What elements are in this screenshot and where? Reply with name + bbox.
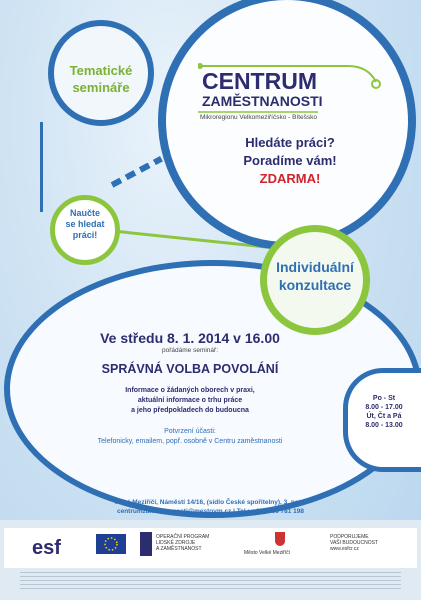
slogan-line1: Hledáte práci? <box>245 135 335 150</box>
event-date: Ve středu 8. 1. 2014 v 16.00 <box>100 330 280 346</box>
address-line1: Velké Meziříčí, Náměstí 14/16, (sídlo České spořitelny), 3. patro <box>113 499 308 506</box>
confirm-text: Telefonicky, emailem, popř. osobně v Centru zaměstnanosti <box>97 438 283 445</box>
disclaimer-lines <box>20 572 401 590</box>
slogan-line3: ZDARMA! <box>259 171 321 186</box>
info-line3: a jeho předpokladech do budoucna <box>131 407 249 414</box>
hours-day2: Út, Čt a Pá <box>366 413 402 420</box>
logo-subtitle: ZAMĚSTNANOSTI <box>202 93 323 109</box>
op-line2: LIDSKÉ ZDROJE <box>156 540 196 546</box>
main-content <box>40 330 340 445</box>
city-crest-icon <box>275 532 285 546</box>
logo-circle <box>158 0 416 250</box>
op-line1: OPERAČNÍ PROGRAM <box>156 534 210 540</box>
support-text <box>330 534 378 556</box>
op-line3: A ZAMĚSTNANOST <box>156 546 202 552</box>
hours-text <box>350 394 418 430</box>
op-logo-icon <box>140 532 152 556</box>
info-line2: aktuální informace o trhu práce <box>137 397 243 404</box>
svg-text:esf: esf <box>32 537 61 559</box>
connector-line <box>40 122 43 212</box>
topics-text <box>48 62 154 96</box>
event-intro: pořádáme seminář: <box>162 347 218 354</box>
logo-title: CENTRUM <box>202 68 317 94</box>
support-line2: VAŠI BUDOUCNOST <box>330 540 378 546</box>
support-line1: PODPORUJEME <box>330 534 369 540</box>
learn-line2: se hledat <box>65 219 105 229</box>
learn-line1: Naučte <box>69 208 100 218</box>
learn-line3: práci! <box>72 230 98 240</box>
hours-time1: 8.00 - 17.00 <box>365 404 403 411</box>
event-title: SPRÁVNÁ VOLBA POVOLÁNÍ <box>101 362 279 376</box>
address-line2: centrumzamestnanosti@mestovm.cz | Tel.: +420 566 781 198 <box>116 508 305 515</box>
slogan-line2: Poradíme vám! <box>243 153 337 168</box>
eu-flag-icon <box>96 534 126 554</box>
learn-text <box>50 208 120 241</box>
op-logo-text <box>156 534 209 556</box>
event-info <box>40 386 340 416</box>
esf-logo-icon <box>30 532 66 562</box>
city-name: Město Velké Meziříčí <box>244 550 291 556</box>
consult-text <box>260 258 370 294</box>
address <box>20 498 401 516</box>
slogan <box>210 134 370 188</box>
consult-line2: konzultace <box>278 277 352 293</box>
topics-line2: semináře <box>72 80 130 95</box>
consult-line1: Individuální <box>276 259 354 275</box>
info-line1: Informace o žádaných oborech v praxi, <box>125 387 255 394</box>
confirm-label: Potvrzení účasti: <box>164 428 216 435</box>
hours-time2: 8.00 - 13.00 <box>365 422 403 429</box>
hours-day1: Po - St <box>372 395 396 402</box>
logo-region: Mikroregionu Velkomeziříčsko - Bítešsko <box>200 114 318 121</box>
support-web: www.esfcr.cz <box>330 546 359 552</box>
topics-line1: Tematické <box>69 63 133 78</box>
